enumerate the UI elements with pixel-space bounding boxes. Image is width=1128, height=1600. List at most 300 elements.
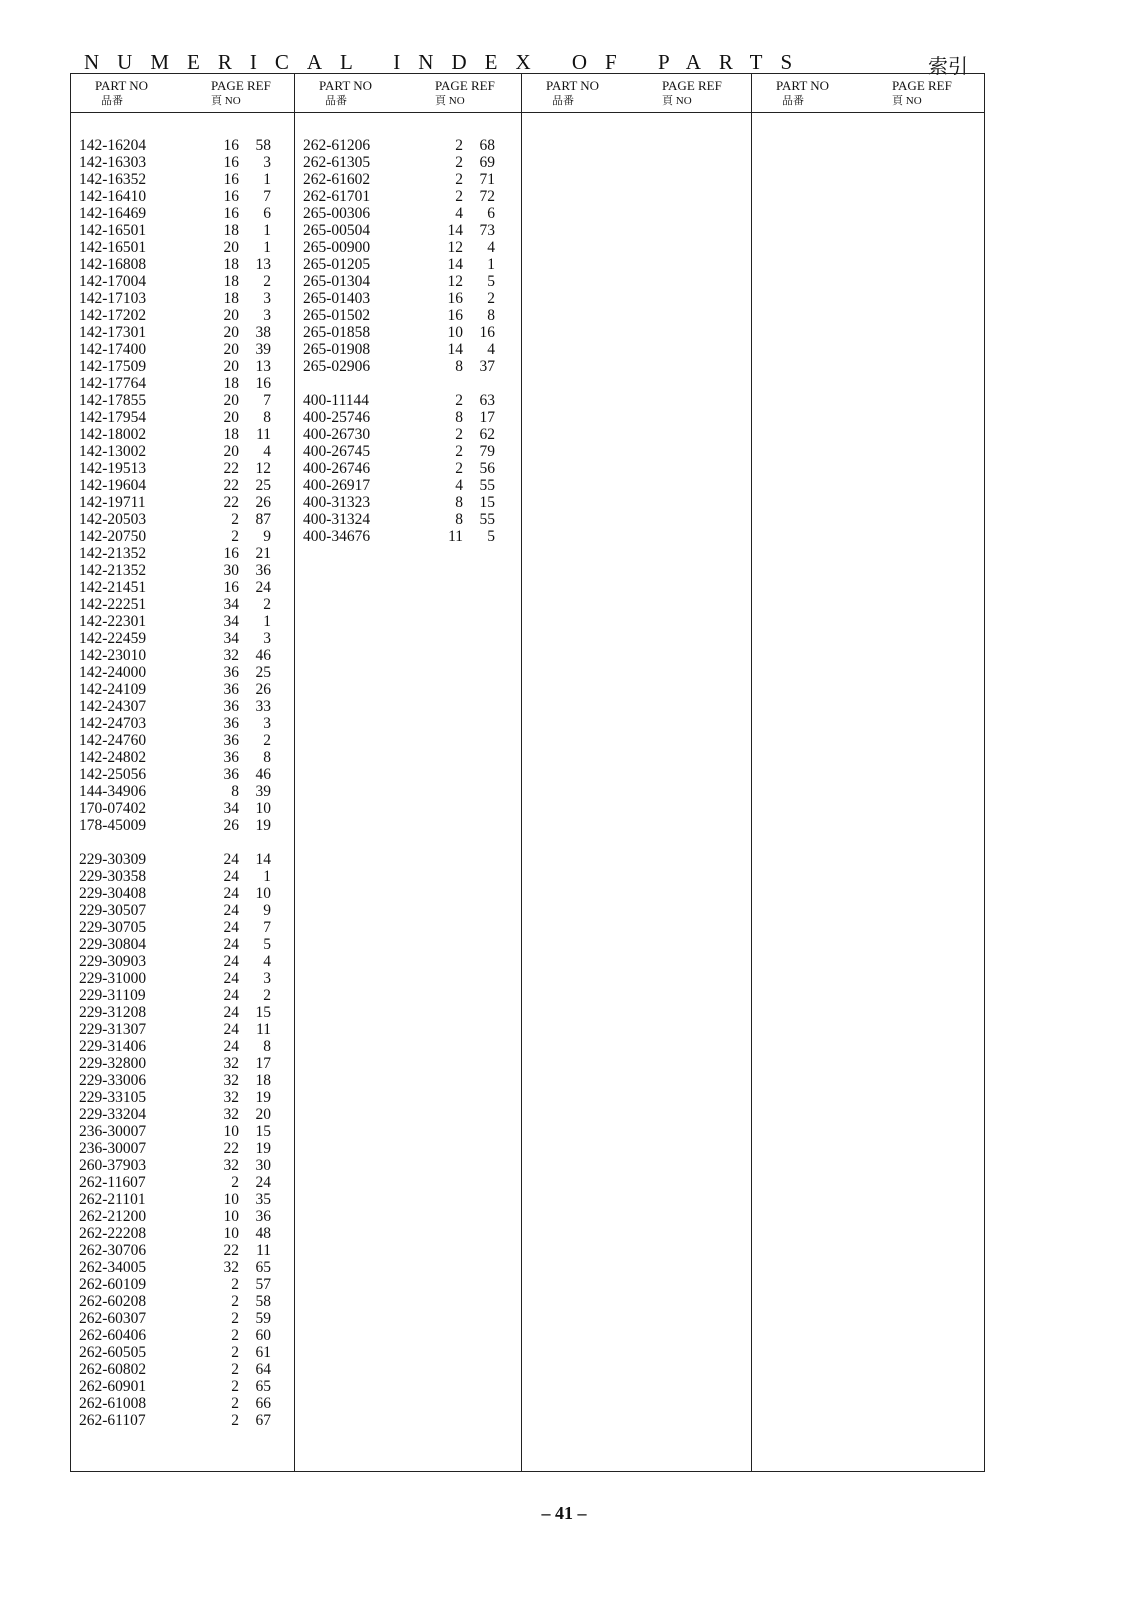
part-no: 262-34005 [79, 1259, 147, 1276]
part-no: 400-26746 [303, 460, 371, 477]
page: 18 [223, 375, 239, 392]
part-no: 142-18002 [79, 426, 147, 443]
page: 8 [455, 511, 463, 528]
page: 2 [455, 154, 463, 171]
table-row [79, 1123, 294, 1140]
part-no: 265-00900 [303, 239, 371, 256]
page: 24 [223, 902, 239, 919]
ref-no: 11 [256, 1242, 271, 1259]
table-row [303, 188, 522, 205]
table-row [79, 460, 294, 477]
table-row [79, 494, 294, 511]
part-no: 142-17004 [79, 273, 147, 290]
part-no: 262-60505 [79, 1344, 147, 1361]
part-no: 400-26745 [303, 443, 371, 460]
page: 16 [223, 579, 239, 596]
page: 8 [455, 358, 463, 375]
part-no: 229-30705 [79, 919, 147, 936]
page: 32 [223, 1106, 239, 1123]
header-page-ref: PAGE REF [435, 78, 495, 93]
part-no: 262-22208 [79, 1225, 147, 1242]
part-no: 142-16410 [79, 188, 147, 205]
ref-no: 55 [479, 511, 495, 528]
table-row [79, 936, 294, 953]
page: 20 [223, 307, 239, 324]
page: 32 [223, 1089, 239, 1106]
rows-container [303, 137, 522, 545]
page: 24 [223, 868, 239, 885]
part-no: 142-16352 [79, 171, 147, 188]
table-row [303, 290, 522, 307]
ref-no: 46 [255, 766, 271, 783]
ref-no: 17 [479, 409, 495, 426]
table-row [79, 1344, 294, 1361]
table-row [79, 307, 294, 324]
column-header [752, 74, 984, 113]
table-row [79, 1208, 294, 1225]
page: 24 [223, 1004, 239, 1021]
part-no: 229-30507 [79, 902, 147, 919]
page: 12 [447, 273, 463, 290]
page: 2 [231, 1310, 239, 1327]
part-no: 142-24802 [79, 749, 147, 766]
page: 26 [223, 817, 239, 834]
table-row [79, 256, 294, 273]
table-row [79, 137, 294, 154]
ref-no: 36 [255, 1208, 271, 1225]
part-no: 400-11144 [303, 392, 370, 409]
page: 22 [223, 477, 239, 494]
ref-no: 17 [255, 1055, 271, 1072]
part-no: 262-61206 [303, 137, 371, 154]
header-part-no: PART NO [546, 78, 600, 93]
page: 16 [223, 154, 239, 171]
table-row [79, 1157, 294, 1174]
table-row [79, 953, 294, 970]
part-no: 142-22459 [79, 630, 147, 647]
part-no: 265-01205 [303, 256, 371, 273]
ref-no: 37 [479, 358, 495, 375]
ref-no: 10 [255, 800, 271, 817]
table-row [79, 222, 294, 239]
ref-no: 19 [255, 1140, 271, 1157]
ref-no: 6 [487, 205, 495, 222]
ref-no: 39 [255, 783, 271, 800]
ref-no: 46 [255, 647, 271, 664]
page: 24 [223, 885, 239, 902]
ref-no: 24 [255, 579, 271, 596]
part-no: 400-26917 [303, 477, 371, 494]
ref-no: 73 [479, 222, 495, 239]
ref-no: 1 [263, 613, 271, 630]
page: 11 [448, 528, 463, 545]
page: 24 [223, 851, 239, 868]
page: 10 [223, 1225, 239, 1242]
table-row [79, 596, 294, 613]
page: 20 [223, 341, 239, 358]
part-no: 229-30408 [79, 885, 147, 902]
header-page-ref: PAGE REF [662, 78, 722, 93]
part-no: 262-61305 [303, 154, 371, 171]
part-no: 142-20750 [79, 528, 147, 545]
part-no: 142-22251 [79, 596, 147, 613]
page: 36 [223, 749, 239, 766]
table-row [303, 426, 522, 443]
page: 2 [455, 443, 463, 460]
part-no: 142-20503 [79, 511, 147, 528]
table-row [79, 324, 294, 341]
column-header [295, 74, 522, 113]
table-row [79, 766, 294, 783]
page: 34 [223, 613, 239, 630]
ref-no: 3 [263, 154, 271, 171]
ref-no: 3 [263, 290, 271, 307]
index-column-2 [294, 74, 522, 1471]
header-part-no-jp: 品番 [552, 94, 574, 107]
table-row [303, 494, 522, 511]
rows-container [79, 137, 294, 1429]
ref-no: 1 [487, 256, 495, 273]
group-spacer [303, 375, 522, 392]
page-number: – 41 – [541, 1503, 587, 1523]
part-no: 142-17400 [79, 341, 147, 358]
page: 10 [223, 1191, 239, 1208]
table-row [79, 477, 294, 494]
table-row [79, 1004, 294, 1021]
ref-no: 59 [255, 1310, 271, 1327]
table-row [303, 239, 522, 256]
page: 20 [223, 358, 239, 375]
part-no: 229-30309 [79, 851, 147, 868]
table-row [79, 868, 294, 885]
ref-no: 7 [263, 188, 271, 205]
ref-no: 21 [255, 545, 271, 562]
table-row [79, 613, 294, 630]
table-row [79, 1174, 294, 1191]
ref-no: 11 [256, 426, 271, 443]
page: 24 [223, 936, 239, 953]
table-row [303, 222, 522, 239]
ref-no: 25 [255, 664, 271, 681]
page: 4 [455, 205, 463, 222]
page: 24 [223, 987, 239, 1004]
ref-no: 68 [479, 137, 495, 154]
ref-no: 1 [263, 239, 271, 256]
part-no: 142-16303 [79, 154, 147, 171]
table-row [303, 205, 522, 222]
page: 14 [447, 256, 463, 273]
page: 10 [447, 324, 463, 341]
index-column-3 [521, 74, 752, 1471]
part-no: 142-17301 [79, 324, 147, 341]
part-no: 229-31208 [79, 1004, 147, 1021]
part-no: 142-24109 [79, 681, 147, 698]
table-row [79, 375, 294, 392]
ref-no: 3 [263, 715, 271, 732]
part-no: 170-07402 [79, 800, 147, 817]
part-no: 229-33006 [79, 1072, 147, 1089]
table-row [79, 783, 294, 800]
ref-no: 13 [255, 358, 271, 375]
table-row [79, 1038, 294, 1055]
page: 4 [455, 477, 463, 494]
page: 16 [223, 171, 239, 188]
page: 16 [447, 307, 463, 324]
table-row [79, 443, 294, 460]
page: 12 [447, 239, 463, 256]
page: 2 [455, 426, 463, 443]
ref-no: 2 [487, 290, 495, 307]
page: 32 [223, 1072, 239, 1089]
table-row [79, 1395, 294, 1412]
ref-no: 58 [255, 1293, 271, 1310]
table-row [79, 647, 294, 664]
ref-no: 65 [255, 1259, 271, 1276]
table-row [79, 885, 294, 902]
page: 36 [223, 732, 239, 749]
part-no: 265-02906 [303, 358, 371, 375]
page: 2 [231, 528, 239, 545]
ref-no: 39 [255, 341, 271, 358]
page: 2 [455, 137, 463, 154]
part-no: 400-25746 [303, 409, 371, 426]
table-row [79, 851, 294, 868]
part-no: 262-11607 [79, 1174, 146, 1191]
part-no: 142-17202 [79, 307, 147, 324]
part-no: 260-37903 [79, 1157, 147, 1174]
table-row [79, 188, 294, 205]
ref-no: 9 [263, 902, 271, 919]
page: 20 [223, 239, 239, 256]
page: 2 [455, 392, 463, 409]
ref-no: 58 [255, 137, 271, 154]
ref-no: 15 [255, 1004, 271, 1021]
ref-no: 72 [479, 188, 495, 205]
part-no: 262-30706 [79, 1242, 147, 1259]
header-part-no-jp: 品番 [325, 94, 347, 107]
ref-no: 55 [479, 477, 495, 494]
part-no: 142-22301 [79, 613, 147, 630]
page: 16 [447, 290, 463, 307]
ref-no: 25 [255, 477, 271, 494]
page: 8 [231, 783, 239, 800]
ref-no: 56 [479, 460, 495, 477]
part-no: 142-17103 [79, 290, 147, 307]
part-no: 265-01403 [303, 290, 371, 307]
part-no: 229-30903 [79, 953, 147, 970]
ref-no: 71 [479, 171, 495, 188]
ref-no: 15 [255, 1123, 271, 1140]
ref-no: 4 [487, 239, 495, 256]
page: 2 [231, 1361, 239, 1378]
part-no: 262-60208 [79, 1293, 147, 1310]
page: 2 [231, 1327, 239, 1344]
part-no: 142-13002 [79, 443, 147, 460]
table-row [79, 1412, 294, 1429]
ref-no: 66 [255, 1395, 271, 1412]
ref-no: 48 [255, 1225, 271, 1242]
table-row [79, 273, 294, 290]
table-row [79, 154, 294, 171]
ref-no: 19 [255, 817, 271, 834]
part-no: 400-26730 [303, 426, 371, 443]
ref-no: 67 [255, 1412, 271, 1429]
page: 10 [223, 1123, 239, 1140]
part-no: 262-60901 [79, 1378, 147, 1395]
table-row [79, 800, 294, 817]
page: 2 [231, 511, 239, 528]
ref-no: 11 [256, 1021, 271, 1038]
part-no: 236-30007 [79, 1123, 147, 1140]
ref-no: 5 [487, 273, 495, 290]
page: 16 [223, 545, 239, 562]
page: 18 [223, 256, 239, 273]
header-part-no-jp: 品番 [782, 94, 804, 107]
table-row [303, 307, 522, 324]
table-row [79, 205, 294, 222]
page: 2 [455, 188, 463, 205]
ref-no: 24 [255, 1174, 271, 1191]
page: 32 [223, 1055, 239, 1072]
table-row [79, 664, 294, 681]
header-page-ref-jp: 頁 NO [435, 95, 465, 107]
page: 32 [223, 1157, 239, 1174]
part-no: 265-00306 [303, 205, 371, 222]
page: 22 [223, 494, 239, 511]
table-row [79, 987, 294, 1004]
table-row [79, 545, 294, 562]
page: 14 [447, 341, 463, 358]
part-no: 142-16469 [79, 205, 147, 222]
table-row [79, 1276, 294, 1293]
ref-no: 12 [255, 460, 271, 477]
ref-no: 13 [255, 256, 271, 273]
ref-no: 3 [263, 307, 271, 324]
ref-no: 1 [263, 868, 271, 885]
part-no: 262-61107 [79, 1412, 146, 1429]
page: 16 [223, 188, 239, 205]
part-no: 142-25056 [79, 766, 147, 783]
ref-no: 30 [255, 1157, 271, 1174]
header-page-ref-jp: 頁 NO [662, 95, 692, 107]
table-row [303, 256, 522, 273]
part-no: 142-19513 [79, 460, 147, 477]
page: 2 [231, 1276, 239, 1293]
part-no: 229-31000 [79, 970, 147, 987]
page: 2 [231, 1174, 239, 1191]
ref-no: 65 [255, 1378, 271, 1395]
part-no: 142-17954 [79, 409, 147, 426]
ref-no: 79 [479, 443, 495, 460]
part-no: 265-01502 [303, 307, 371, 324]
page: 8 [455, 409, 463, 426]
page: 10 [223, 1208, 239, 1225]
table-row [79, 749, 294, 766]
part-no: 142-17764 [79, 375, 147, 392]
part-no: 142-21352 [79, 545, 147, 562]
part-no: 262-60109 [79, 1276, 147, 1293]
part-no: 229-31109 [79, 987, 146, 1004]
part-no: 142-24703 [79, 715, 147, 732]
part-no: 262-61701 [303, 188, 371, 205]
page: 20 [223, 409, 239, 426]
page: 2 [455, 460, 463, 477]
table-row [79, 1361, 294, 1378]
ref-no: 16 [255, 375, 271, 392]
page: 2 [231, 1412, 239, 1429]
part-no: 142-16808 [79, 256, 147, 273]
part-no: 142-17509 [79, 358, 147, 375]
part-no: 178-45009 [79, 817, 147, 834]
table-row [79, 1089, 294, 1106]
page: 24 [223, 953, 239, 970]
table-row [79, 970, 294, 987]
index-column-1 [71, 74, 294, 1471]
ref-no: 8 [263, 749, 271, 766]
part-no: 262-61008 [79, 1395, 147, 1412]
page: 34 [223, 596, 239, 613]
header-part-no: PART NO [319, 78, 373, 93]
ref-no: 3 [263, 970, 271, 987]
page: 32 [223, 647, 239, 664]
table-row [303, 358, 522, 375]
part-no: 229-33105 [79, 1089, 147, 1106]
table-row [303, 324, 522, 341]
page: 36 [223, 681, 239, 698]
part-no: 229-32800 [79, 1055, 147, 1072]
ref-no: 26 [255, 494, 271, 511]
table-row [79, 817, 294, 834]
column-header [71, 74, 294, 113]
table-row [303, 171, 522, 188]
part-no: 142-19711 [79, 494, 146, 511]
header-page-ref-jp: 頁 NO [892, 95, 922, 107]
page: 32 [223, 1259, 239, 1276]
page: 20 [223, 324, 239, 341]
page: 24 [223, 1038, 239, 1055]
table-row [79, 732, 294, 749]
table-row [79, 902, 294, 919]
ref-no: 18 [255, 1072, 271, 1089]
table-row [79, 1055, 294, 1072]
table-row [303, 460, 522, 477]
page: 2 [231, 1344, 239, 1361]
table-row [79, 511, 294, 528]
ref-no: 63 [479, 392, 495, 409]
part-no: 400-31324 [303, 511, 371, 528]
part-no: 144-34906 [79, 783, 147, 800]
ref-no: 36 [255, 562, 271, 579]
table-row [303, 443, 522, 460]
part-no: 142-16204 [79, 137, 147, 154]
part-no: 229-31406 [79, 1038, 147, 1055]
ref-no: 3 [263, 630, 271, 647]
column-header [522, 74, 752, 113]
ref-no: 2 [263, 596, 271, 613]
part-no: 265-00504 [303, 222, 371, 239]
ref-no: 1 [263, 171, 271, 188]
table-row [79, 1293, 294, 1310]
index-column-4 [751, 74, 984, 1471]
table-row [79, 1021, 294, 1038]
table-row [303, 409, 522, 426]
table-row [303, 392, 522, 409]
table-row [79, 1259, 294, 1276]
table-row [303, 511, 522, 528]
part-no: 142-17855 [79, 392, 147, 409]
part-no: 262-60406 [79, 1327, 147, 1344]
page: 34 [223, 800, 239, 817]
